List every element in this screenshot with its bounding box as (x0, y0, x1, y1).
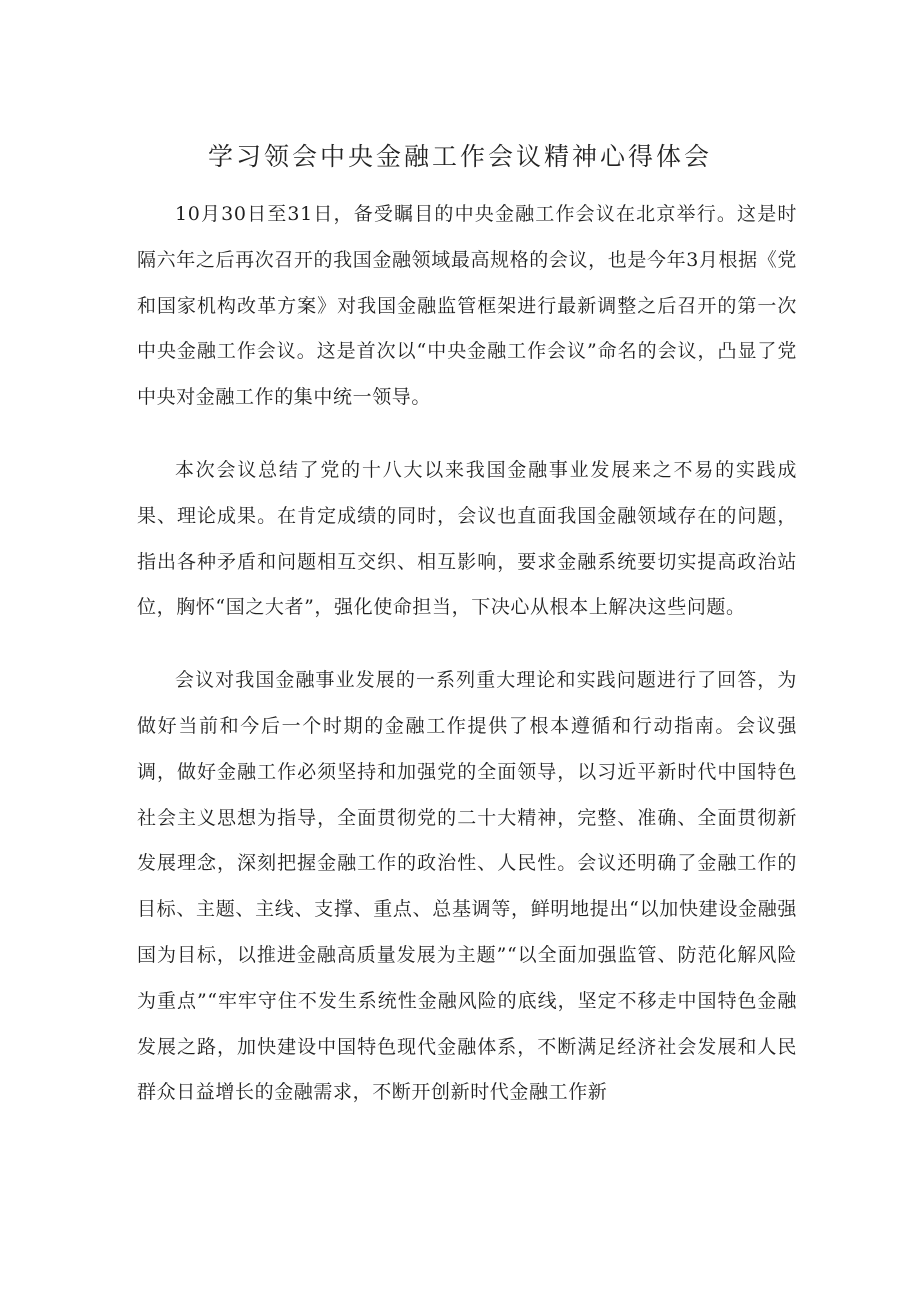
paragraph-1: 10月30日至31日，备受瞩目的中央金融工作会议在北京举行。这是时隔六年之后再次召开的我国金融领域最高规格的会议，也是今年3月根据《党和国家机构改革方案》对我国金融监管框架进行最新调整之后召开的第一次中央金融工作会议。这是首次以“中央金融工作会议”命名的会议，凸显了党中央对金融工作的集中统一领导。 (137, 203, 797, 409)
paragraph-3: 会议对我国金融事业发展的一系列重大理论和实践问题进行了回答，为做好当前和今后一个时期的金融工作提供了根本遵循和行动指南。会议强调，做好金融工作必须坚持和加强党的全面领导，以习近平新时代中国特色社会主义思想为指导，全面贯彻党的二十大精神，完整、准确、全面贯彻新发展理念，深刻把握金融工作的政治性、人民性。会议还明确了金融工作的目标、主题、主线、支撑、重点、总基调等，鲜明地提出“以加快建设金融强国为目标，以推进金融高质量发展为主题”“以全面加强监管、防范化解风险为重点”“牢牢守住不发生系统性金融风险的底线，坚定不移走中国特色金融发展之路，加快建设中国特色现代金融体系，不断满足经济社会发展和人民群众日益增长的金融需求，不断开创新时代金融工作新 (137, 669, 797, 1104)
paragraph-2: 本次会议总结了党的十八大以来我国金融事业发展来之不易的实践成果、理论成果。在肯定成绩的同时，会议也直面我国金融领域存在的问题，指出各种矛盾和问题相互交织、相互影响，要求金融系统要切实提高政治站位，胸怀“国之大者”，强化使命担当，下决心从根本上解决这些问题。 (137, 458, 797, 619)
document-body (137, 192, 797, 1143)
document-title: 学习领会中央金融工作会议精神心得体会 (207, 142, 712, 171)
